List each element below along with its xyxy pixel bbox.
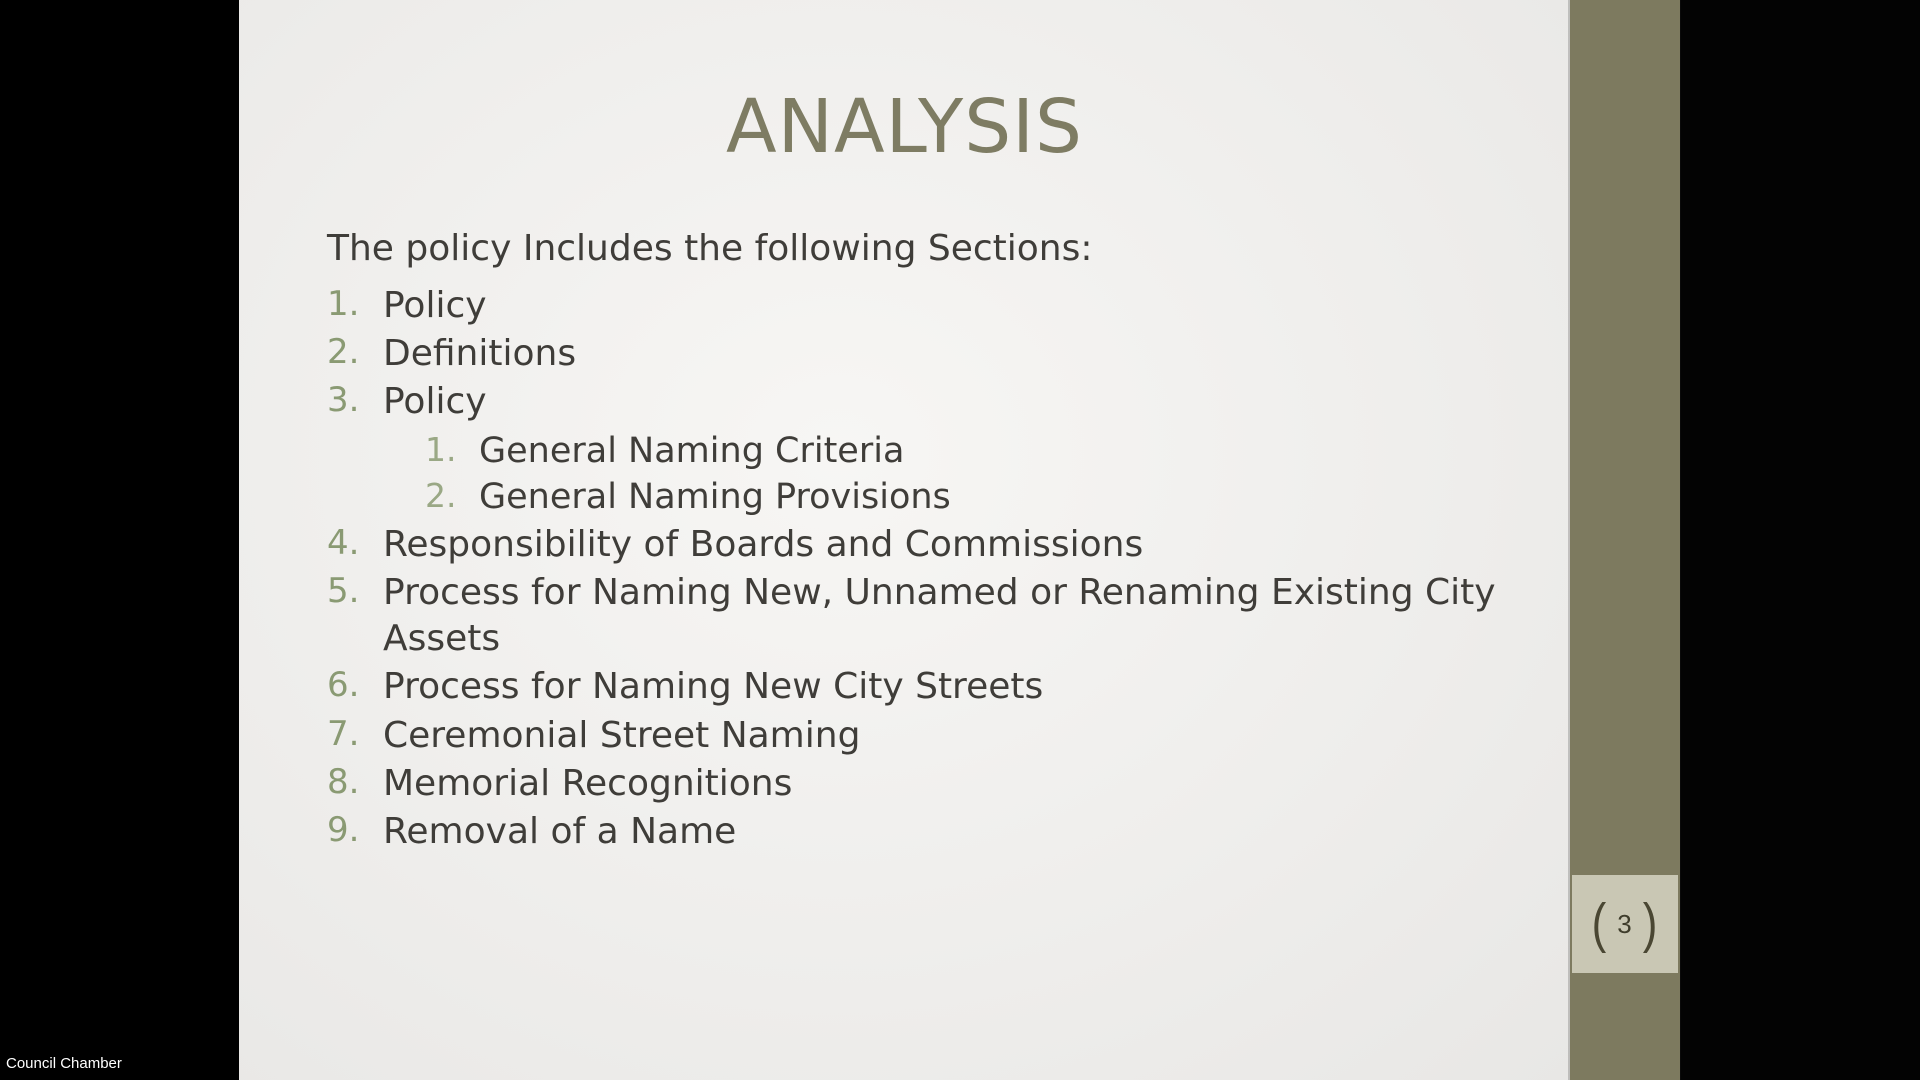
list-item-label: Memorial Recognitions — [383, 762, 793, 804]
list-marker: 2. — [327, 332, 360, 373]
page-number-badge — [1572, 875, 1678, 973]
letterbox-right — [1681, 0, 1920, 1080]
sub-list-item — [425, 429, 1507, 475]
list-item-label: Process for Naming New City Streets — [383, 666, 1044, 708]
list-item — [327, 570, 1507, 662]
list-item — [327, 331, 1507, 377]
list-item-label: Removal of a Name — [383, 810, 737, 852]
list-marker: 7. — [327, 713, 360, 754]
list-marker: 8. — [327, 761, 360, 802]
sub-list — [383, 429, 1507, 520]
lead-line: The policy Includes the following Sections: — [327, 228, 1093, 269]
list-marker: 1. — [327, 284, 360, 324]
list-item-label: Definitions — [383, 333, 577, 375]
list-item — [327, 379, 1507, 520]
list-item-label: Process for Naming New, Unnamed or Renaming Existing City Assets — [383, 572, 1496, 660]
stream-caption: Council Chamber — [6, 1055, 122, 1072]
list-item-label: Ceremonial Street Naming — [383, 714, 861, 756]
list-item — [327, 761, 1507, 807]
sub-list-item — [425, 475, 1507, 521]
list-item — [327, 713, 1507, 759]
slide-body — [327, 228, 1507, 857]
bracket-right: ) — [1642, 892, 1659, 954]
list-item — [327, 283, 1507, 329]
list-item — [327, 809, 1507, 855]
presentation-slide — [239, 0, 1570, 1080]
sub-list-item-label: General Naming Provisions — [479, 476, 951, 517]
list-marker: 6. — [327, 665, 360, 706]
list-item-label: Responsibility of Boards and Commissions — [383, 524, 1144, 566]
list-item-label: Policy — [383, 285, 487, 326]
list-marker: 4. — [327, 523, 360, 564]
page-number: 3 — [1617, 908, 1633, 939]
sub-list-marker: 1. — [425, 430, 457, 470]
list-item — [327, 664, 1507, 710]
bracket-left: ( — [1591, 892, 1608, 954]
list-marker: 5. — [327, 571, 360, 612]
list-item-label: Policy — [383, 381, 487, 423]
sub-list-marker: 2. — [425, 475, 457, 515]
list-item — [327, 522, 1507, 568]
sub-list-item-label: General Naming Criteria — [479, 431, 905, 472]
list-marker: 9. — [327, 809, 360, 850]
letterbox-left — [0, 0, 239, 1080]
sections-list — [327, 283, 1507, 855]
list-marker: 3. — [327, 380, 360, 421]
page-title: ANALYSIS — [726, 84, 1083, 170]
